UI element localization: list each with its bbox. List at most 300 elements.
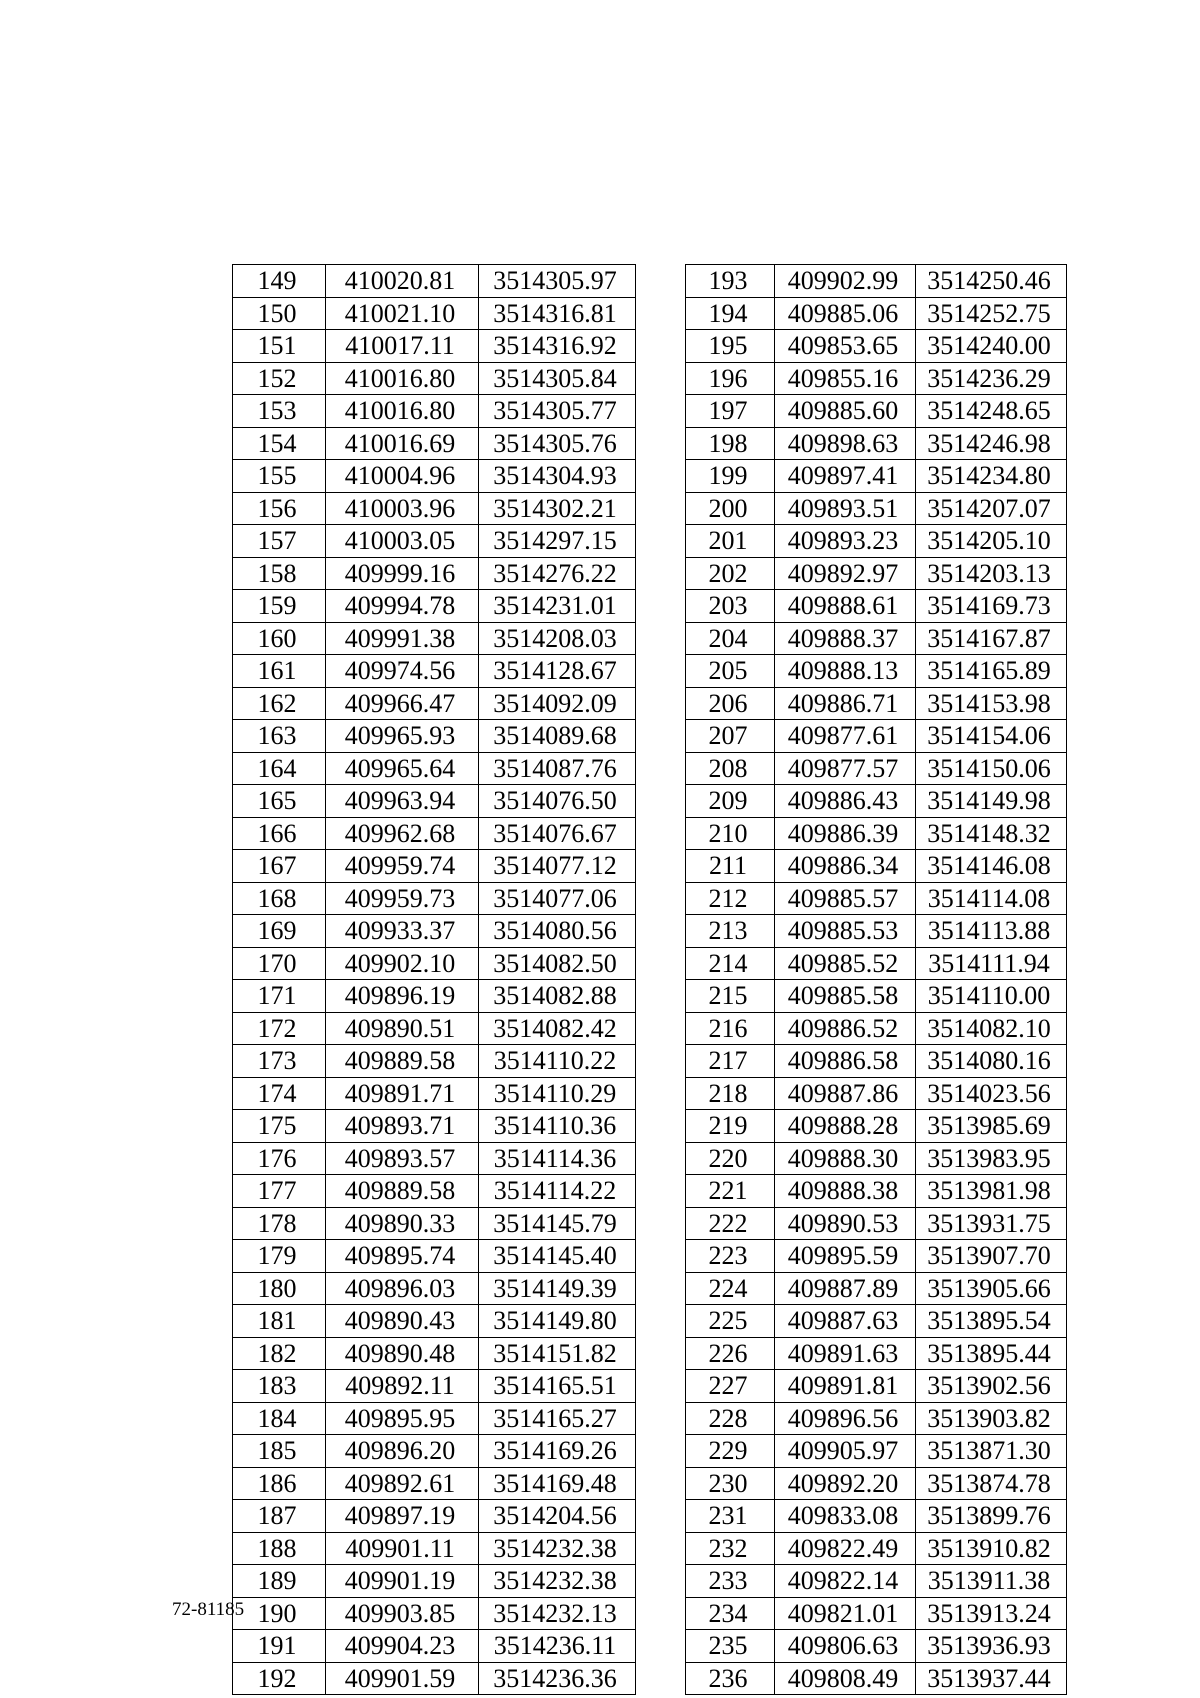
x-coordinate-cell: 409885.06	[775, 297, 916, 330]
point-number-cell: 234	[686, 1597, 775, 1630]
x-coordinate-cell: 409892.97	[775, 557, 916, 590]
x-coordinate-cell: 409892.11	[326, 1370, 479, 1403]
y-coordinate-cell: 3514203.13	[916, 557, 1067, 590]
point-number-cell: 160	[233, 622, 326, 655]
point-number-cell: 183	[233, 1370, 326, 1403]
x-coordinate-cell: 409959.74	[326, 850, 479, 883]
x-coordinate-cell: 409886.43	[775, 785, 916, 818]
point-number-cell: 179	[233, 1240, 326, 1273]
table-row	[686, 1500, 1067, 1533]
x-coordinate-cell: 410016.69	[326, 427, 479, 460]
y-coordinate-cell: 3514231.01	[479, 590, 636, 623]
x-coordinate-cell: 409888.37	[775, 622, 916, 655]
x-coordinate-cell: 409892.20	[775, 1467, 916, 1500]
x-coordinate-cell: 409877.61	[775, 720, 916, 753]
x-coordinate-cell: 409994.78	[326, 590, 479, 623]
table-row	[233, 1662, 636, 1695]
x-coordinate-cell: 409889.58	[326, 1045, 479, 1078]
table-row	[233, 1467, 636, 1500]
y-coordinate-cell: 3514114.36	[479, 1142, 636, 1175]
y-coordinate-cell: 3514149.39	[479, 1272, 636, 1305]
point-number-cell: 204	[686, 622, 775, 655]
point-number-cell: 158	[233, 557, 326, 590]
table-row	[233, 1305, 636, 1338]
y-coordinate-cell: 3514110.36	[479, 1110, 636, 1143]
table-row	[686, 1142, 1067, 1175]
x-coordinate-cell: 409822.14	[775, 1565, 916, 1598]
y-coordinate-cell: 3513874.78	[916, 1467, 1067, 1500]
y-coordinate-cell: 3514305.76	[479, 427, 636, 460]
x-coordinate-cell: 409888.13	[775, 655, 916, 688]
y-coordinate-cell: 3514316.92	[479, 330, 636, 363]
y-coordinate-cell: 3514236.36	[479, 1662, 636, 1695]
table-row	[686, 1402, 1067, 1435]
x-coordinate-cell: 409999.16	[326, 557, 479, 590]
point-number-cell: 186	[233, 1467, 326, 1500]
x-coordinate-cell: 409890.43	[326, 1305, 479, 1338]
x-coordinate-cell: 409885.58	[775, 980, 916, 1013]
y-coordinate-cell: 3514151.82	[479, 1337, 636, 1370]
x-coordinate-cell: 409904.23	[326, 1630, 479, 1663]
y-coordinate-cell: 3513895.54	[916, 1305, 1067, 1338]
y-coordinate-cell: 3514305.97	[479, 265, 636, 298]
y-coordinate-cell: 3514145.79	[479, 1207, 636, 1240]
point-number-cell: 228	[686, 1402, 775, 1435]
y-coordinate-cell: 3514113.88	[916, 915, 1067, 948]
table-row	[233, 1045, 636, 1078]
y-coordinate-cell: 3514076.67	[479, 817, 636, 850]
point-number-cell: 155	[233, 460, 326, 493]
point-number-cell: 157	[233, 525, 326, 558]
x-coordinate-cell: 409877.57	[775, 752, 916, 785]
point-number-cell: 213	[686, 915, 775, 948]
point-number-cell: 166	[233, 817, 326, 850]
x-coordinate-cell: 409893.57	[326, 1142, 479, 1175]
point-number-cell: 203	[686, 590, 775, 623]
point-number-cell: 198	[686, 427, 775, 460]
y-coordinate-cell: 3514145.40	[479, 1240, 636, 1273]
y-coordinate-cell: 3514082.10	[916, 1012, 1067, 1045]
table-row	[233, 1240, 636, 1273]
x-coordinate-cell: 409893.51	[775, 492, 916, 525]
y-coordinate-cell: 3513985.69	[916, 1110, 1067, 1143]
y-coordinate-cell: 3514082.42	[479, 1012, 636, 1045]
x-coordinate-cell: 410003.96	[326, 492, 479, 525]
y-coordinate-cell: 3514305.77	[479, 395, 636, 428]
table-row	[686, 1012, 1067, 1045]
point-number-cell: 152	[233, 362, 326, 395]
x-coordinate-cell: 409890.48	[326, 1337, 479, 1370]
table-row	[686, 752, 1067, 785]
x-coordinate-cell: 409891.81	[775, 1370, 916, 1403]
table-row	[686, 915, 1067, 948]
y-coordinate-cell: 3513937.44	[916, 1662, 1067, 1695]
y-coordinate-cell: 3514080.16	[916, 1045, 1067, 1078]
table-row	[233, 720, 636, 753]
x-coordinate-cell: 409933.37	[326, 915, 479, 948]
table-row	[686, 362, 1067, 395]
y-coordinate-cell: 3513931.75	[916, 1207, 1067, 1240]
table-row	[686, 1045, 1067, 1078]
point-number-cell: 164	[233, 752, 326, 785]
y-coordinate-cell: 3514089.68	[479, 720, 636, 753]
x-coordinate-cell: 410016.80	[326, 395, 479, 428]
point-number-cell: 219	[686, 1110, 775, 1143]
y-coordinate-cell: 3514165.51	[479, 1370, 636, 1403]
y-coordinate-cell: 3514023.56	[916, 1077, 1067, 1110]
point-number-cell: 196	[686, 362, 775, 395]
point-number-cell: 175	[233, 1110, 326, 1143]
table-row	[233, 265, 636, 298]
y-coordinate-cell: 3513895.44	[916, 1337, 1067, 1370]
table-row	[233, 850, 636, 883]
table-row	[686, 427, 1067, 460]
x-coordinate-cell: 409965.93	[326, 720, 479, 753]
y-coordinate-cell: 3514232.13	[479, 1597, 636, 1630]
x-coordinate-cell: 410020.81	[326, 265, 479, 298]
x-coordinate-cell: 409855.16	[775, 362, 916, 395]
y-coordinate-cell: 3514232.38	[479, 1565, 636, 1598]
y-coordinate-cell: 3513899.76	[916, 1500, 1067, 1533]
table-row	[233, 1630, 636, 1663]
y-coordinate-cell: 3514153.98	[916, 687, 1067, 720]
x-coordinate-cell: 409888.61	[775, 590, 916, 623]
table-row	[686, 1110, 1067, 1143]
x-coordinate-cell: 409966.47	[326, 687, 479, 720]
point-number-cell: 180	[233, 1272, 326, 1305]
x-coordinate-cell: 409888.30	[775, 1142, 916, 1175]
point-number-cell: 210	[686, 817, 775, 850]
table-row	[233, 590, 636, 623]
y-coordinate-cell: 3514304.93	[479, 460, 636, 493]
table-row	[686, 557, 1067, 590]
table-row	[686, 1565, 1067, 1598]
y-coordinate-cell: 3514114.08	[916, 882, 1067, 915]
table-row	[686, 297, 1067, 330]
table-row	[233, 1207, 636, 1240]
y-coordinate-cell: 3514316.81	[479, 297, 636, 330]
point-number-cell: 168	[233, 882, 326, 915]
x-coordinate-cell: 409962.68	[326, 817, 479, 850]
table-row	[686, 1207, 1067, 1240]
x-coordinate-cell: 409897.19	[326, 1500, 479, 1533]
table-row	[686, 1532, 1067, 1565]
table-row	[686, 785, 1067, 818]
x-coordinate-cell: 409886.34	[775, 850, 916, 883]
point-number-cell: 194	[686, 297, 775, 330]
point-number-cell: 165	[233, 785, 326, 818]
x-coordinate-cell: 409901.59	[326, 1662, 479, 1695]
table-row	[233, 1565, 636, 1598]
x-coordinate-cell: 409887.63	[775, 1305, 916, 1338]
table-row	[233, 1402, 636, 1435]
x-coordinate-cell: 409885.57	[775, 882, 916, 915]
x-coordinate-cell: 409896.20	[326, 1435, 479, 1468]
x-coordinate-cell: 409890.53	[775, 1207, 916, 1240]
table-row	[233, 557, 636, 590]
x-coordinate-cell: 409888.38	[775, 1175, 916, 1208]
point-number-cell: 202	[686, 557, 775, 590]
point-number-cell: 192	[233, 1662, 326, 1695]
point-number-cell: 193	[686, 265, 775, 298]
x-coordinate-cell: 410021.10	[326, 297, 479, 330]
y-coordinate-cell: 3514167.87	[916, 622, 1067, 655]
table-row	[233, 655, 636, 688]
y-coordinate-cell: 3514092.09	[479, 687, 636, 720]
table-row	[686, 980, 1067, 1013]
point-number-cell: 189	[233, 1565, 326, 1598]
table-row	[233, 817, 636, 850]
table-row	[686, 622, 1067, 655]
x-coordinate-cell: 409887.86	[775, 1077, 916, 1110]
x-coordinate-cell: 409885.52	[775, 947, 916, 980]
y-coordinate-cell: 3514276.22	[479, 557, 636, 590]
table-row	[686, 720, 1067, 753]
y-coordinate-cell: 3513902.56	[916, 1370, 1067, 1403]
y-coordinate-cell: 3514165.27	[479, 1402, 636, 1435]
table-row	[233, 1272, 636, 1305]
table-row	[233, 882, 636, 915]
x-coordinate-cell: 409959.73	[326, 882, 479, 915]
table-row	[686, 947, 1067, 980]
x-coordinate-cell: 409886.52	[775, 1012, 916, 1045]
point-number-cell: 199	[686, 460, 775, 493]
y-coordinate-cell: 3514234.80	[916, 460, 1067, 493]
table-row	[233, 395, 636, 428]
y-coordinate-cell: 3513871.30	[916, 1435, 1067, 1468]
y-coordinate-cell: 3514082.50	[479, 947, 636, 980]
point-number-cell: 208	[686, 752, 775, 785]
table-row	[686, 1467, 1067, 1500]
x-coordinate-cell: 409896.19	[326, 980, 479, 1013]
x-coordinate-cell: 409893.23	[775, 525, 916, 558]
y-coordinate-cell: 3514208.03	[479, 622, 636, 655]
table-row	[686, 1630, 1067, 1663]
table-row	[686, 1305, 1067, 1338]
table-row	[686, 330, 1067, 363]
y-coordinate-cell: 3513903.82	[916, 1402, 1067, 1435]
y-coordinate-cell: 3513910.82	[916, 1532, 1067, 1565]
point-number-cell: 207	[686, 720, 775, 753]
table-row	[686, 1662, 1067, 1695]
point-number-cell: 191	[233, 1630, 326, 1663]
y-coordinate-cell: 3514110.22	[479, 1045, 636, 1078]
point-number-cell: 163	[233, 720, 326, 753]
y-coordinate-cell: 3514240.00	[916, 330, 1067, 363]
x-coordinate-cell: 409892.61	[326, 1467, 479, 1500]
table-row	[233, 525, 636, 558]
y-coordinate-cell: 3514165.89	[916, 655, 1067, 688]
table-row	[686, 817, 1067, 850]
point-number-cell: 150	[233, 297, 326, 330]
x-coordinate-cell: 409901.11	[326, 1532, 479, 1565]
point-number-cell: 195	[686, 330, 775, 363]
y-coordinate-cell: 3514128.67	[479, 655, 636, 688]
y-coordinate-cell: 3514110.29	[479, 1077, 636, 1110]
y-coordinate-cell: 3514205.10	[916, 525, 1067, 558]
y-coordinate-cell: 3514150.06	[916, 752, 1067, 785]
y-coordinate-cell: 3514149.80	[479, 1305, 636, 1338]
table-row	[233, 980, 636, 1013]
x-coordinate-cell: 409965.64	[326, 752, 479, 785]
y-coordinate-cell: 3513913.24	[916, 1597, 1067, 1630]
y-coordinate-cell: 3514149.98	[916, 785, 1067, 818]
point-number-cell: 230	[686, 1467, 775, 1500]
table-row	[233, 460, 636, 493]
table-row	[233, 362, 636, 395]
point-number-cell: 154	[233, 427, 326, 460]
y-coordinate-cell: 3514236.11	[479, 1630, 636, 1663]
y-coordinate-cell: 3513983.95	[916, 1142, 1067, 1175]
table-row	[686, 395, 1067, 428]
point-number-cell: 182	[233, 1337, 326, 1370]
point-number-cell: 170	[233, 947, 326, 980]
point-number-cell: 221	[686, 1175, 775, 1208]
table-row	[686, 1370, 1067, 1403]
x-coordinate-cell: 409895.74	[326, 1240, 479, 1273]
point-number-cell: 232	[686, 1532, 775, 1565]
y-coordinate-cell: 3514204.56	[479, 1500, 636, 1533]
y-coordinate-cell: 3513907.70	[916, 1240, 1067, 1273]
x-coordinate-cell: 409991.38	[326, 622, 479, 655]
table-row	[686, 1337, 1067, 1370]
table-row	[686, 1272, 1067, 1305]
x-coordinate-cell: 410004.96	[326, 460, 479, 493]
x-coordinate-cell: 409895.95	[326, 1402, 479, 1435]
table-row	[686, 265, 1067, 298]
x-coordinate-cell: 409833.08	[775, 1500, 916, 1533]
x-coordinate-cell: 409890.33	[326, 1207, 479, 1240]
x-coordinate-cell: 409895.59	[775, 1240, 916, 1273]
x-coordinate-cell: 409902.99	[775, 265, 916, 298]
point-number-cell: 174	[233, 1077, 326, 1110]
x-coordinate-cell: 409903.85	[326, 1597, 479, 1630]
point-number-cell: 162	[233, 687, 326, 720]
y-coordinate-cell: 3514146.08	[916, 850, 1067, 883]
table-row	[233, 427, 636, 460]
table-row	[233, 752, 636, 785]
point-number-cell: 184	[233, 1402, 326, 1435]
x-coordinate-cell: 409963.94	[326, 785, 479, 818]
table-row	[686, 460, 1067, 493]
x-coordinate-cell: 409885.53	[775, 915, 916, 948]
y-coordinate-cell: 3514087.76	[479, 752, 636, 785]
table-row	[686, 687, 1067, 720]
point-number-cell: 231	[686, 1500, 775, 1533]
y-coordinate-cell: 3514169.26	[479, 1435, 636, 1468]
x-coordinate-cell: 409885.60	[775, 395, 916, 428]
table-row	[233, 1435, 636, 1468]
x-coordinate-cell: 409889.58	[326, 1175, 479, 1208]
coordinate-table-right	[685, 264, 1067, 1695]
y-coordinate-cell: 3514077.12	[479, 850, 636, 883]
point-number-cell: 156	[233, 492, 326, 525]
y-coordinate-cell: 3514111.94	[916, 947, 1067, 980]
x-coordinate-cell: 409905.97	[775, 1435, 916, 1468]
y-coordinate-cell: 3514077.06	[479, 882, 636, 915]
table-row	[233, 915, 636, 948]
y-coordinate-cell: 3514148.32	[916, 817, 1067, 850]
table-row	[233, 785, 636, 818]
table-row	[686, 1435, 1067, 1468]
point-number-cell: 200	[686, 492, 775, 525]
x-coordinate-cell: 409898.63	[775, 427, 916, 460]
table-row	[233, 687, 636, 720]
point-number-cell: 177	[233, 1175, 326, 1208]
table-row	[233, 1532, 636, 1565]
point-number-cell: 176	[233, 1142, 326, 1175]
y-coordinate-cell: 3514110.00	[916, 980, 1067, 1013]
x-coordinate-cell: 409886.71	[775, 687, 916, 720]
point-number-cell: 223	[686, 1240, 775, 1273]
x-coordinate-cell: 410016.80	[326, 362, 479, 395]
x-coordinate-cell: 409886.58	[775, 1045, 916, 1078]
point-number-cell: 172	[233, 1012, 326, 1045]
table-row	[233, 1500, 636, 1533]
y-coordinate-cell: 3514246.98	[916, 427, 1067, 460]
x-coordinate-cell: 409896.03	[326, 1272, 479, 1305]
y-coordinate-cell: 3513936.93	[916, 1630, 1067, 1663]
table-row	[686, 655, 1067, 688]
y-coordinate-cell: 3514082.88	[479, 980, 636, 1013]
point-number-cell: 222	[686, 1207, 775, 1240]
point-number-cell: 178	[233, 1207, 326, 1240]
table-row	[686, 492, 1067, 525]
side-note: 72-81185	[172, 1599, 245, 1620]
table-row	[233, 297, 636, 330]
y-coordinate-cell: 3514114.22	[479, 1175, 636, 1208]
point-number-cell: 167	[233, 850, 326, 883]
y-coordinate-cell: 3514236.29	[916, 362, 1067, 395]
x-coordinate-cell: 409853.65	[775, 330, 916, 363]
coordinate-table-left	[232, 264, 636, 1695]
table-row	[233, 1175, 636, 1208]
x-coordinate-cell: 409902.10	[326, 947, 479, 980]
table-row	[686, 882, 1067, 915]
point-number-cell: 205	[686, 655, 775, 688]
y-coordinate-cell: 3514248.65	[916, 395, 1067, 428]
point-number-cell: 226	[686, 1337, 775, 1370]
point-number-cell: 197	[686, 395, 775, 428]
table-row	[233, 1597, 636, 1630]
point-number-cell: 190	[233, 1597, 326, 1630]
point-number-cell: 209	[686, 785, 775, 818]
x-coordinate-cell: 409887.89	[775, 1272, 916, 1305]
point-number-cell: 153	[233, 395, 326, 428]
y-coordinate-cell: 3513911.38	[916, 1565, 1067, 1598]
point-number-cell: 224	[686, 1272, 775, 1305]
point-number-cell: 227	[686, 1370, 775, 1403]
point-number-cell: 188	[233, 1532, 326, 1565]
table-row	[686, 1597, 1067, 1630]
table-row	[233, 622, 636, 655]
table-row	[233, 1077, 636, 1110]
y-coordinate-cell: 3514076.50	[479, 785, 636, 818]
y-coordinate-cell: 3514302.21	[479, 492, 636, 525]
y-coordinate-cell: 3514169.48	[479, 1467, 636, 1500]
point-number-cell: 159	[233, 590, 326, 623]
table-row	[686, 1240, 1067, 1273]
y-coordinate-cell: 3513905.66	[916, 1272, 1067, 1305]
point-number-cell: 173	[233, 1045, 326, 1078]
point-number-cell: 201	[686, 525, 775, 558]
table-row	[233, 1012, 636, 1045]
point-number-cell: 220	[686, 1142, 775, 1175]
point-number-cell: 236	[686, 1662, 775, 1695]
table-row	[233, 330, 636, 363]
x-coordinate-cell: 409888.28	[775, 1110, 916, 1143]
y-coordinate-cell: 3514232.38	[479, 1532, 636, 1565]
